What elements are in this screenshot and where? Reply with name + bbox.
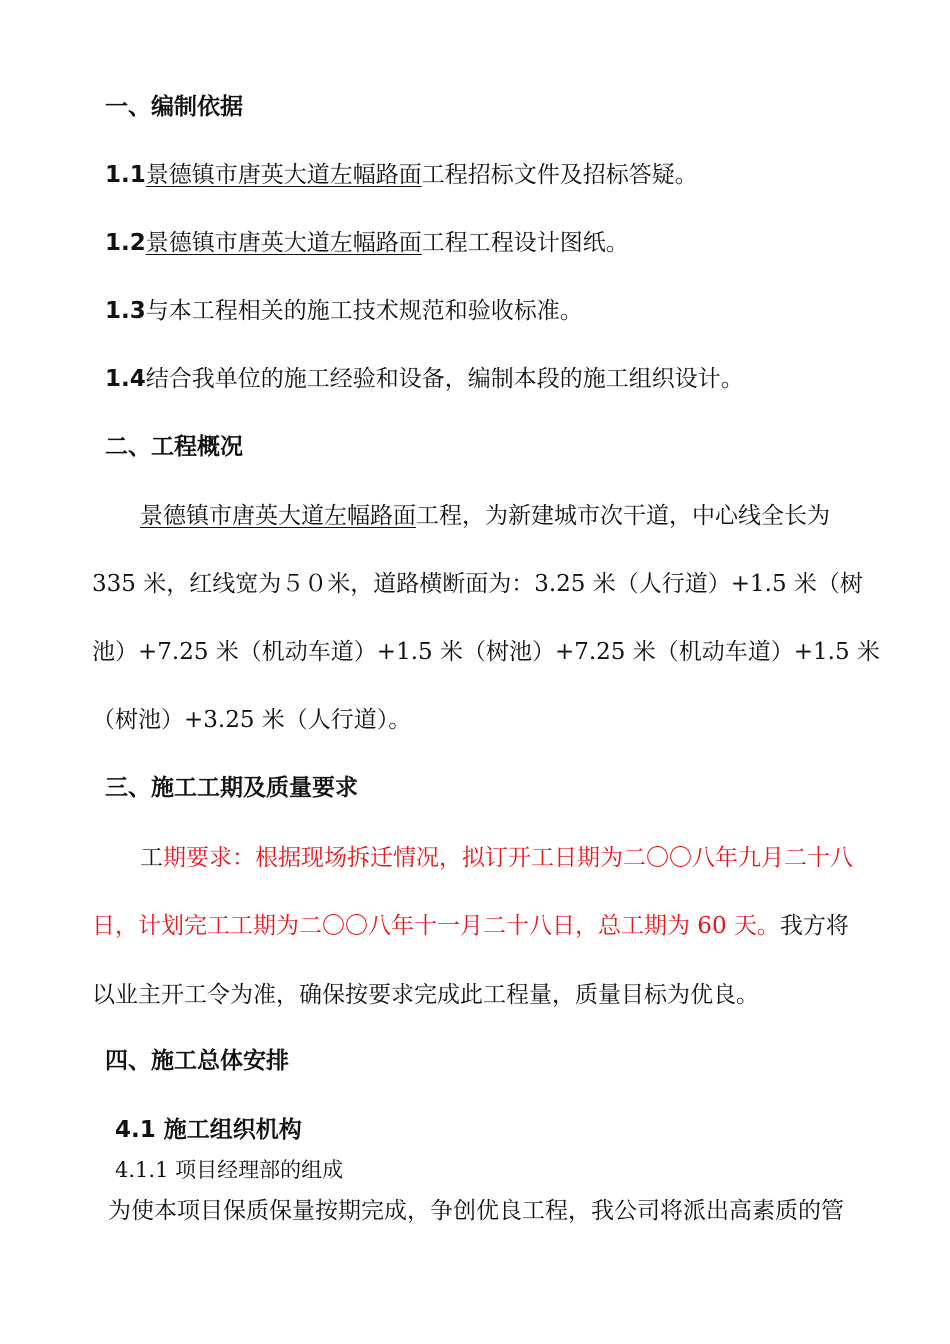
- item-1-1: [105, 160, 698, 190]
- project-name-underlined: 景德镇市唐英大道左幅路面: [140, 503, 416, 529]
- item-number: 1.1: [105, 162, 146, 188]
- item-text: 工程招标文件及招标答疑。: [421, 162, 698, 188]
- item-number: 1.3: [105, 298, 146, 324]
- item-number: 1.2: [105, 230, 146, 256]
- schedule-text-red: 日，计划完工工期为二〇〇八年十一月二十八日，总工期为 60 天。: [92, 913, 780, 939]
- overview-text: 工程，为新建城市次干道，中心线全长为: [416, 503, 830, 529]
- item-1-2: [105, 228, 629, 258]
- schedule-text-black: 工: [140, 845, 163, 871]
- schedule-line-2: [92, 911, 849, 941]
- item-text: 结合我单位的施工经验和设备，编制本段的施工组织设计。: [145, 366, 744, 392]
- schedule-text-black: 我方将: [779, 913, 849, 939]
- item-number: 1.4: [105, 366, 146, 392]
- project-name-underlined: 景德镇市唐英大道左幅路面: [145, 162, 422, 188]
- overview-line-3: 池）+7.25 米（机动车道）+1.5 米（树池）+7.25 米（机动车道）+1.5 米: [92, 639, 880, 665]
- overview-line-4: （树池）+3.25 米（人行道）。: [92, 707, 412, 733]
- item-1-3: [105, 296, 583, 326]
- section-heading-3: 三、施工工期及质量要求: [105, 775, 358, 801]
- section-heading-1: 一、编制依据: [105, 94, 243, 120]
- section-heading-4: 四、施工总体安排: [105, 1048, 289, 1074]
- arrangement-paragraph: 为使本项目保质保量按期完成，争创优良工程，我公司将派出高素质的管: [108, 1198, 844, 1224]
- subheading-4-1-1: 4.1.1 项目经理部的组成: [115, 1158, 344, 1182]
- item-text: 与本工程相关的施工技术规范和验收标准。: [145, 298, 583, 324]
- overview-line-2: 335 米，红线宽为５０米，道路横断面为：3.25 米（人行道）+1.5 米（树: [92, 571, 863, 597]
- overview-line-1: [140, 501, 830, 531]
- schedule-line-1: [140, 843, 853, 873]
- schedule-text-red: 期要求：根据现场拆迁情况，拟订开工日期为二〇〇八年九月二十八: [163, 845, 853, 871]
- item-1-4: [105, 364, 744, 394]
- subheading-4-1: 4.1 施工组织机构: [115, 1117, 302, 1143]
- section-heading-2: 二、工程概况: [105, 434, 243, 460]
- item-text: 工程工程设计图纸。: [421, 230, 629, 256]
- project-name-underlined: 景德镇市唐英大道左幅路面: [145, 230, 422, 256]
- schedule-line-3: 以业主开工令为准，确保按要求完成此工程量，质量目标为优良。: [92, 982, 759, 1008]
